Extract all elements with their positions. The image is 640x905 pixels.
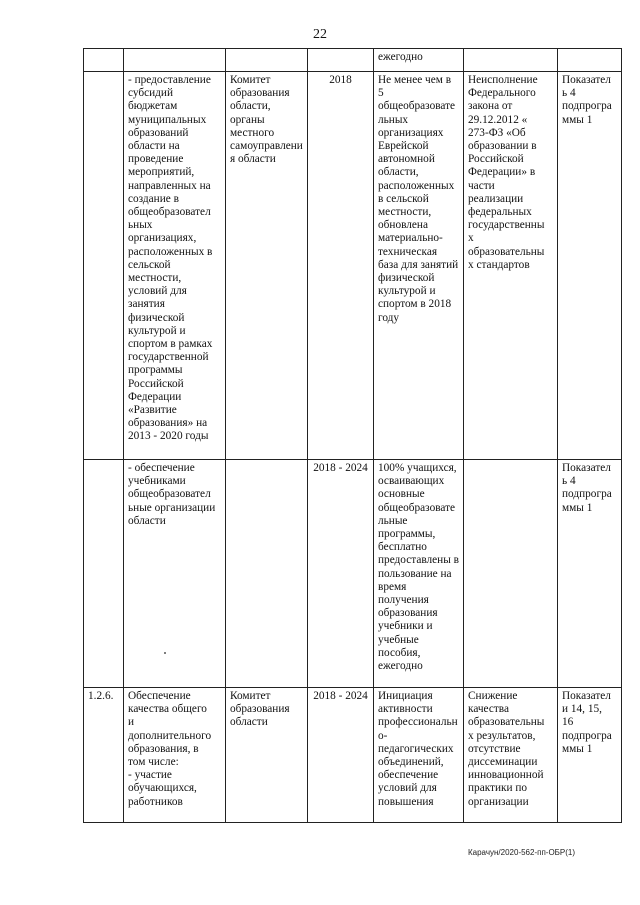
cell-result: Не менее чем в 5 общеобразовате льных организациях Еврейской автономной области, расположенных в сельской местности, обновлена материально- техническая база для занятий физической культурой и спортом в 2018 году — [374, 72, 464, 460]
cell-indicator-link: Показател и 14, 15, 16 подпрогра ммы 1 — [558, 688, 622, 823]
page-number: 22 — [313, 27, 327, 42]
cell-event — [124, 49, 226, 72]
document-footer-code: Карачун/2020-562-пп-ОБР(1) — [468, 848, 576, 857]
cell-period: 2018 - 2024 — [308, 460, 374, 688]
cell-indicator-link: Показател ь 4 подпрогра ммы 1 — [558, 460, 622, 688]
cell-executor — [226, 460, 308, 688]
cell-period: 2018 - 2024 — [308, 688, 374, 823]
cell-result: 100% учащихся, осваивающих основные общеобразовате льные программы, бесплатно предоставлены в пользование на время получения образования учебники и учебные пособия, ежегодно — [374, 460, 464, 688]
cell-period — [308, 49, 374, 72]
cell-result: Инициация активности профессиональн о- педагогических объединений, обеспечение условий для повышения — [374, 688, 464, 823]
cell-executor — [226, 49, 308, 72]
cell-number — [84, 49, 124, 72]
cell-number — [84, 460, 124, 688]
cell-number — [84, 72, 124, 460]
cell-consequence — [464, 460, 558, 688]
cell-executor: Комитет образования области, органы местного самоуправлени я области — [226, 72, 308, 460]
cell-indicator-link: Показател ь 4 подпрогра ммы 1 — [558, 72, 622, 460]
cell-number: 1.2.6. — [84, 688, 124, 823]
measures-table — [83, 48, 622, 823]
cell-event: - обеспечение учебниками общеобразовател ьные организации области — [124, 460, 226, 688]
table-row — [84, 72, 622, 460]
cell-indicator-link — [558, 49, 622, 72]
cell-result: ежегодно — [374, 49, 464, 72]
cell-consequence: Снижение качества образовательны х результатов, отсутствие диссеминации инновационной практики по организации — [464, 688, 558, 823]
table-row — [84, 688, 622, 823]
cell-consequence: Неисполнение Федерального закона от 29.12.2012 « 273-ФЗ «Об образовании в Российской Федерации» в части реализации федеральных государственны х образовательны х стандартов — [464, 72, 558, 460]
cell-executor: Комитет образования области — [226, 688, 308, 823]
cell-consequence — [464, 49, 558, 72]
cell-event: - предоставление субсидий бюджетам муниципальных образований области на проведение мероприятий, направленных на создание в общеобразовател ьных организациях, расположенных в сельской местности, условий для занятия физической культурой и спортом в рамках государственной программы Российской Федерации «Развитие образования» на 2013 - 2020 годы — [124, 72, 226, 460]
cell-period: 2018 — [308, 72, 374, 460]
table-row — [84, 49, 622, 72]
cell-event: Обеспечение качества общего и дополнительного образования, в том числе: - участие обучающихся, работников — [124, 688, 226, 823]
scan-speck — [164, 652, 166, 654]
